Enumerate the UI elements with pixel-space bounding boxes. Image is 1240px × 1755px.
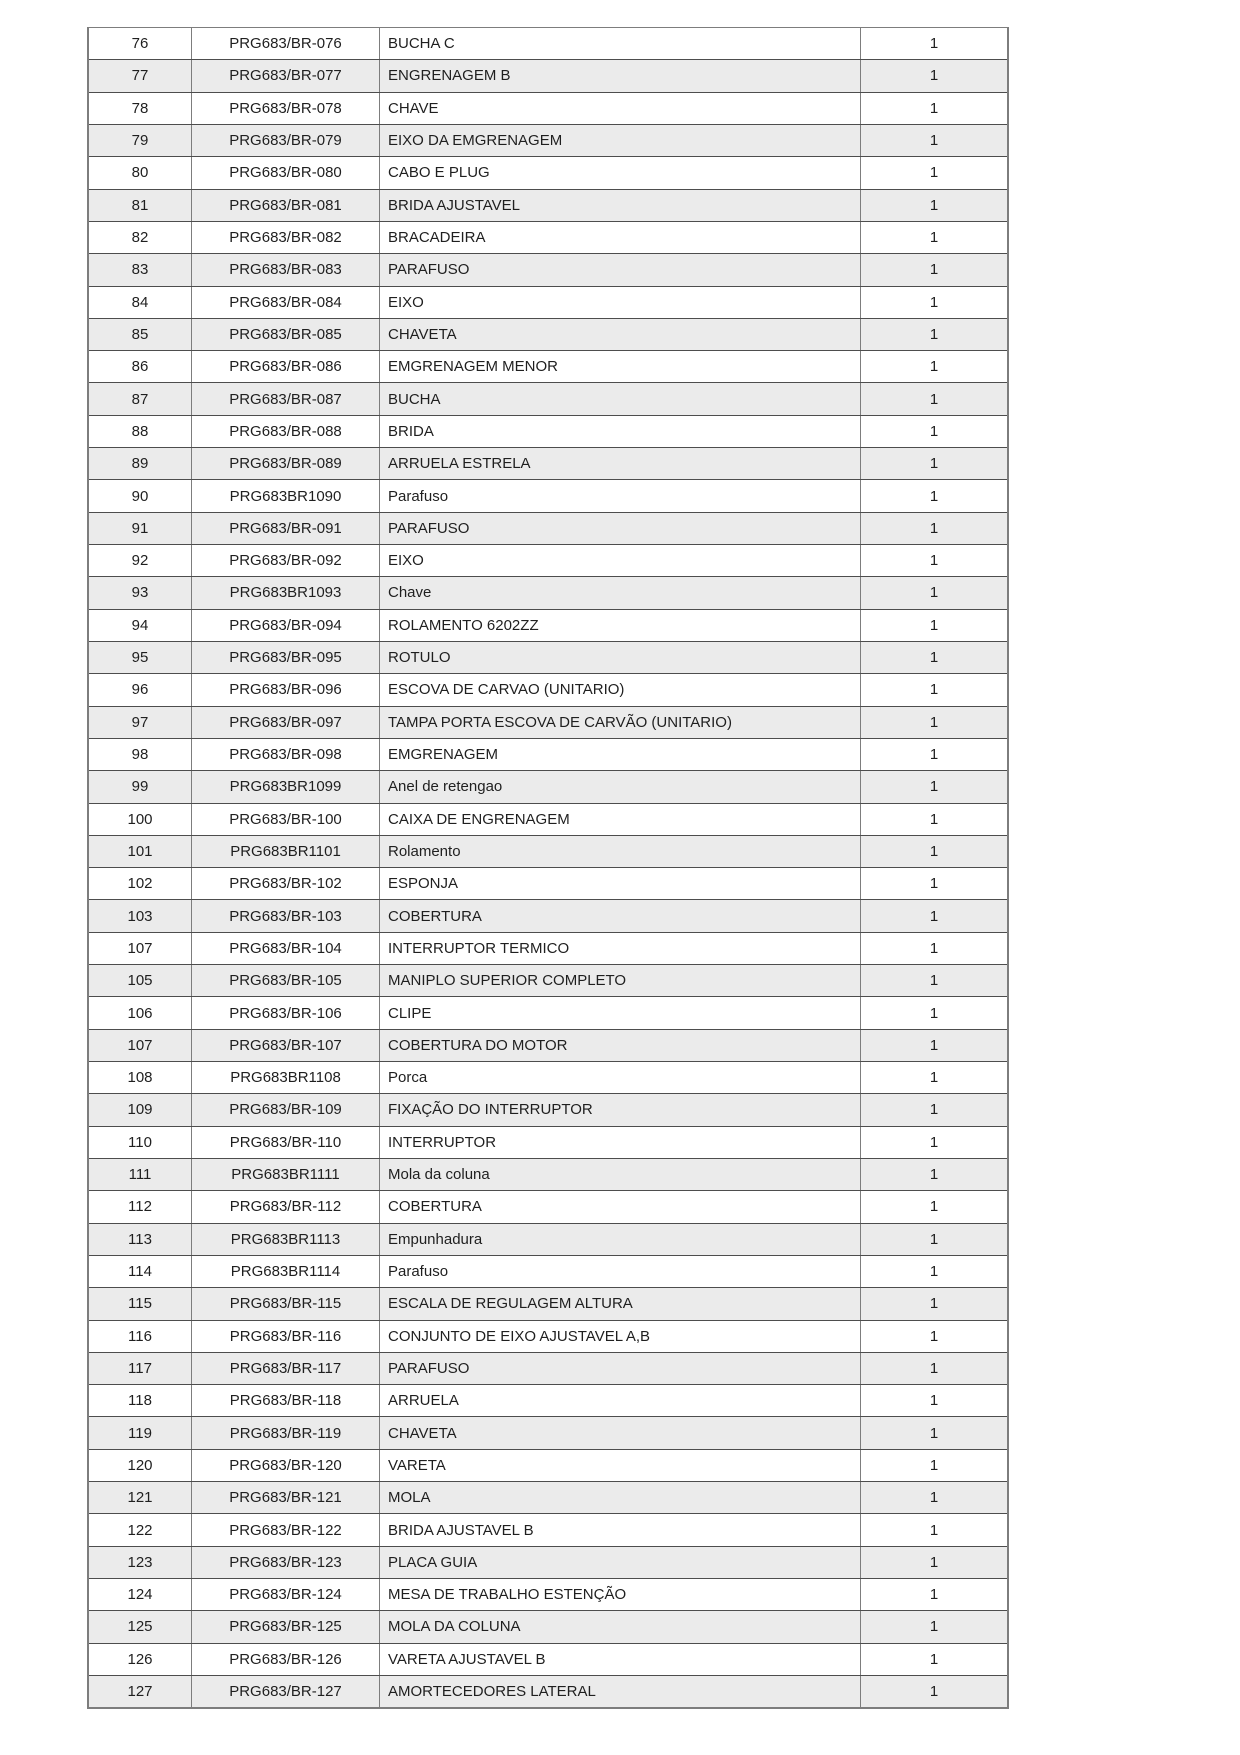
quantity-cell: 1 xyxy=(929,1618,939,1636)
quantity-cell: 1 xyxy=(929,1198,939,1216)
part-code-cell: PRG683/BR-121 xyxy=(192,1482,380,1513)
table-row xyxy=(89,351,1007,383)
item-number-cell: 87 xyxy=(89,383,192,414)
table-row xyxy=(89,836,1007,868)
description-cell: INTERRUPTOR TERMICO xyxy=(380,933,861,964)
table-row xyxy=(89,1579,1007,1611)
table-row xyxy=(89,287,1007,319)
quantity-cell: 1 xyxy=(929,1489,939,1507)
part-code-cell: PRG683/BR-102 xyxy=(192,868,380,899)
quantity-cell: 1 xyxy=(929,1166,939,1184)
description-cell: VARETA xyxy=(380,1450,861,1481)
item-number-cell: 113 xyxy=(89,1224,192,1255)
item-number-cell: 82 xyxy=(89,222,192,253)
quantity-cell: 1 xyxy=(929,1230,939,1248)
quantity-cell: 1 xyxy=(929,1327,939,1345)
quantity-cell: 1 xyxy=(929,552,939,570)
item-number-cell: 121 xyxy=(89,1482,192,1513)
table-row xyxy=(89,1127,1007,1159)
item-number-cell: 120 xyxy=(89,1450,192,1481)
table-row xyxy=(89,868,1007,900)
description-cell: PLACA GUIA xyxy=(380,1547,861,1578)
quantity-cell: 1 xyxy=(929,1069,939,1087)
table-row xyxy=(89,1094,1007,1126)
part-code-cell: PRG683/BR-095 xyxy=(192,642,380,673)
part-code-cell: PRG683/BR-122 xyxy=(192,1514,380,1545)
table-row xyxy=(89,222,1007,254)
item-number-cell: 81 xyxy=(89,190,192,221)
quantity-cell: 1 xyxy=(929,1101,939,1119)
item-number-cell: 112 xyxy=(89,1191,192,1222)
part-code-cell: PRG683/BR-126 xyxy=(192,1644,380,1675)
table-row xyxy=(89,1514,1007,1546)
item-number-cell: 105 xyxy=(89,965,192,996)
description-cell: ARRUELA ESTRELA xyxy=(380,448,861,479)
part-code-cell: PRG683/BR-118 xyxy=(192,1385,380,1416)
description-cell: ENGRENAGEM B xyxy=(380,60,861,91)
part-code-cell: PRG683BR1111 xyxy=(192,1159,380,1190)
quantity-cell: 1 xyxy=(929,487,939,505)
item-number-cell: 94 xyxy=(89,610,192,641)
table-row xyxy=(89,1676,1007,1707)
table-row xyxy=(89,1417,1007,1449)
description-cell: CAIXA DE ENGRENAGEM xyxy=(380,804,861,835)
table-row xyxy=(89,1547,1007,1579)
table-row xyxy=(89,900,1007,932)
item-number-cell: 97 xyxy=(89,707,192,738)
quantity-cell: 1 xyxy=(929,293,939,311)
part-code-cell: PRG683BR1113 xyxy=(192,1224,380,1255)
table-row xyxy=(89,1256,1007,1288)
quantity-cell: 1 xyxy=(929,229,939,247)
item-number-cell: 127 xyxy=(89,1676,192,1707)
part-code-cell: PRG683BR1099 xyxy=(192,771,380,802)
item-number-cell: 114 xyxy=(89,1256,192,1287)
item-number-cell: 107 xyxy=(89,1030,192,1061)
description-cell: COBERTURA xyxy=(380,1191,861,1222)
description-cell: MESA DE TRABALHO ESTENÇÃO xyxy=(380,1579,861,1610)
item-number-cell: 119 xyxy=(89,1417,192,1448)
description-cell: MOLA xyxy=(380,1482,861,1513)
quantity-cell: 1 xyxy=(929,746,939,764)
description-cell: VARETA AJUSTAVEL B xyxy=(380,1644,861,1675)
part-code-cell: PRG683/BR-086 xyxy=(192,351,380,382)
quantity-cell: 1 xyxy=(929,99,939,117)
part-code-cell: PRG683BR1101 xyxy=(192,836,380,867)
table-row xyxy=(89,1062,1007,1094)
item-number-cell: 88 xyxy=(89,416,192,447)
table-row xyxy=(89,933,1007,965)
quantity-cell: 1 xyxy=(929,164,939,182)
item-number-cell: 118 xyxy=(89,1385,192,1416)
description-cell: INTERRUPTOR xyxy=(380,1127,861,1158)
table-row xyxy=(89,1030,1007,1062)
description-cell: EMGRENAGEM MENOR xyxy=(380,351,861,382)
table-row xyxy=(89,254,1007,286)
description-cell: EIXO DA EMGRENAGEM xyxy=(380,125,861,156)
quantity-cell: 1 xyxy=(929,1295,939,1313)
part-code-cell: PRG683/BR-112 xyxy=(192,1191,380,1222)
description-cell: Porca xyxy=(380,1062,861,1093)
quantity-cell: 1 xyxy=(929,1359,939,1377)
part-code-cell: PRG683BR1108 xyxy=(192,1062,380,1093)
quantity-cell: 1 xyxy=(929,1586,939,1604)
description-cell: PARAFUSO xyxy=(380,513,861,544)
table-row xyxy=(89,804,1007,836)
item-number-cell: 115 xyxy=(89,1288,192,1319)
parts-table xyxy=(87,27,1009,1709)
quantity-cell: 1 xyxy=(929,842,939,860)
description-cell: MOLA DA COLUNA xyxy=(380,1611,861,1642)
description-cell: COBERTURA xyxy=(380,900,861,931)
description-cell: BRIDA AJUSTAVEL xyxy=(380,190,861,221)
description-cell: ROTULO xyxy=(380,642,861,673)
item-number-cell: 123 xyxy=(89,1547,192,1578)
quantity-cell: 1 xyxy=(929,681,939,699)
part-code-cell: PRG683/BR-109 xyxy=(192,1094,380,1125)
description-cell: EIXO xyxy=(380,287,861,318)
item-number-cell: 96 xyxy=(89,674,192,705)
description-cell: ROLAMENTO 6202ZZ xyxy=(380,610,861,641)
item-number-cell: 93 xyxy=(89,577,192,608)
item-number-cell: 84 xyxy=(89,287,192,318)
part-code-cell: PRG683/BR-084 xyxy=(192,287,380,318)
quantity-cell: 1 xyxy=(929,422,939,440)
item-number-cell: 106 xyxy=(89,997,192,1028)
item-number-cell: 108 xyxy=(89,1062,192,1093)
quantity-cell: 1 xyxy=(929,261,939,279)
part-code-cell: PRG683/BR-088 xyxy=(192,416,380,447)
part-code-cell: PRG683/BR-082 xyxy=(192,222,380,253)
quantity-cell: 1 xyxy=(929,713,939,731)
quantity-cell: 1 xyxy=(929,616,939,634)
quantity-cell: 1 xyxy=(929,584,939,602)
table-row xyxy=(89,739,1007,771)
table-row xyxy=(89,1611,1007,1643)
part-code-cell: PRG683/BR-078 xyxy=(192,93,380,124)
description-cell: AMORTECEDORES LATERAL xyxy=(380,1676,861,1707)
table-row xyxy=(89,642,1007,674)
part-code-cell: PRG683/BR-107 xyxy=(192,1030,380,1061)
table-row xyxy=(89,1288,1007,1320)
table-row xyxy=(89,545,1007,577)
part-code-cell: PRG683/BR-116 xyxy=(192,1321,380,1352)
quantity-cell: 1 xyxy=(929,1650,939,1668)
part-code-cell: PRG683/BR-092 xyxy=(192,545,380,576)
part-code-cell: PRG683/BR-127 xyxy=(192,1676,380,1707)
quantity-cell: 1 xyxy=(929,390,939,408)
part-code-cell: PRG683/BR-115 xyxy=(192,1288,380,1319)
part-code-cell: PRG683/BR-089 xyxy=(192,448,380,479)
table-row xyxy=(89,448,1007,480)
description-cell: BRACADEIRA xyxy=(380,222,861,253)
item-number-cell: 126 xyxy=(89,1644,192,1675)
description-cell: PARAFUSO xyxy=(380,254,861,285)
item-number-cell: 103 xyxy=(89,900,192,931)
part-code-cell: PRG683/BR-081 xyxy=(192,190,380,221)
table-row xyxy=(89,1224,1007,1256)
item-number-cell: 109 xyxy=(89,1094,192,1125)
quantity-cell: 1 xyxy=(929,778,939,796)
item-number-cell: 78 xyxy=(89,93,192,124)
part-code-cell: PRG683/BR-096 xyxy=(192,674,380,705)
item-number-cell: 95 xyxy=(89,642,192,673)
item-number-cell: 86 xyxy=(89,351,192,382)
description-cell: CHAVETA xyxy=(380,1417,861,1448)
quantity-cell: 1 xyxy=(929,1036,939,1054)
item-number-cell: 101 xyxy=(89,836,192,867)
item-number-cell: 117 xyxy=(89,1353,192,1384)
table-row xyxy=(89,707,1007,739)
table-row xyxy=(89,125,1007,157)
table-row xyxy=(89,93,1007,125)
description-cell: Anel de retengao xyxy=(380,771,861,802)
item-number-cell: 125 xyxy=(89,1611,192,1642)
table-row xyxy=(89,1159,1007,1191)
description-cell: BUCHA C xyxy=(380,28,861,59)
quantity-cell: 1 xyxy=(929,358,939,376)
quantity-cell: 1 xyxy=(929,907,939,925)
table-row xyxy=(89,1353,1007,1385)
table-row xyxy=(89,1644,1007,1676)
item-number-cell: 85 xyxy=(89,319,192,350)
description-cell: MANIPLO SUPERIOR COMPLETO xyxy=(380,965,861,996)
description-cell: BRIDA xyxy=(380,416,861,447)
table-row xyxy=(89,383,1007,415)
table-row xyxy=(89,674,1007,706)
table-row xyxy=(89,965,1007,997)
description-cell: Parafuso xyxy=(380,480,861,511)
description-cell: ESCOVA DE CARVAO (UNITARIO) xyxy=(380,674,861,705)
part-code-cell: PRG683/BR-080 xyxy=(192,157,380,188)
quantity-cell: 1 xyxy=(929,1553,939,1571)
description-cell: CLIPE xyxy=(380,997,861,1028)
description-cell: EIXO xyxy=(380,545,861,576)
table-row xyxy=(89,577,1007,609)
quantity-cell: 1 xyxy=(929,939,939,957)
description-cell: BRIDA AJUSTAVEL B xyxy=(380,1514,861,1545)
table-row xyxy=(89,513,1007,545)
item-number-cell: 79 xyxy=(89,125,192,156)
quantity-cell: 1 xyxy=(929,325,939,343)
item-number-cell: 99 xyxy=(89,771,192,802)
item-number-cell: 98 xyxy=(89,739,192,770)
part-code-cell: PRG683/BR-103 xyxy=(192,900,380,931)
item-number-cell: 102 xyxy=(89,868,192,899)
description-cell: TAMPA PORTA ESCOVA DE CARVÃO (UNITARIO) xyxy=(380,707,861,738)
item-number-cell: 122 xyxy=(89,1514,192,1545)
part-code-cell: PRG683/BR-077 xyxy=(192,60,380,91)
item-number-cell: 100 xyxy=(89,804,192,835)
quantity-cell: 1 xyxy=(929,132,939,150)
description-cell: FIXAÇÃO DO INTERRUPTOR xyxy=(380,1094,861,1125)
quantity-cell: 1 xyxy=(929,875,939,893)
table-row xyxy=(89,28,1007,60)
part-code-cell: PRG683/BR-124 xyxy=(192,1579,380,1610)
quantity-cell: 1 xyxy=(929,1263,939,1281)
table-row xyxy=(89,416,1007,448)
item-number-cell: 110 xyxy=(89,1127,192,1158)
item-number-cell: 90 xyxy=(89,480,192,511)
description-cell: COBERTURA DO MOTOR xyxy=(380,1030,861,1061)
quantity-cell: 1 xyxy=(929,972,939,990)
table-row xyxy=(89,480,1007,512)
item-number-cell: 83 xyxy=(89,254,192,285)
part-code-cell: PRG683BR1090 xyxy=(192,480,380,511)
part-code-cell: PRG683/BR-079 xyxy=(192,125,380,156)
item-number-cell: 91 xyxy=(89,513,192,544)
table-row xyxy=(89,610,1007,642)
item-number-cell: 107 xyxy=(89,933,192,964)
description-cell: Empunhadura xyxy=(380,1224,861,1255)
quantity-cell: 1 xyxy=(929,519,939,537)
table-row xyxy=(89,1385,1007,1417)
table-row xyxy=(89,997,1007,1029)
description-cell: EMGRENAGEM xyxy=(380,739,861,770)
description-cell: PARAFUSO xyxy=(380,1353,861,1384)
part-code-cell: PRG683/BR-125 xyxy=(192,1611,380,1642)
table-row xyxy=(89,1450,1007,1482)
description-cell: CHAVETA xyxy=(380,319,861,350)
quantity-cell: 1 xyxy=(929,1133,939,1151)
description-cell: CONJUNTO DE EIXO AJUSTAVEL A,B xyxy=(380,1321,861,1352)
description-cell: Mola da coluna xyxy=(380,1159,861,1190)
description-cell: Parafuso xyxy=(380,1256,861,1287)
part-code-cell: PRG683/BR-110 xyxy=(192,1127,380,1158)
table-row xyxy=(89,1191,1007,1223)
quantity-cell: 1 xyxy=(929,649,939,667)
part-code-cell: PRG683/BR-098 xyxy=(192,739,380,770)
part-code-cell: PRG683/BR-083 xyxy=(192,254,380,285)
description-cell: CABO E PLUG xyxy=(380,157,861,188)
item-number-cell: 76 xyxy=(89,28,192,59)
part-code-cell: PRG683/BR-105 xyxy=(192,965,380,996)
description-cell: ESCALA DE REGULAGEM ALTURA xyxy=(380,1288,861,1319)
item-number-cell: 77 xyxy=(89,60,192,91)
description-cell: ESPONJA xyxy=(380,868,861,899)
quantity-cell: 1 xyxy=(929,67,939,85)
item-number-cell: 92 xyxy=(89,545,192,576)
description-cell: CHAVE xyxy=(380,93,861,124)
part-code-cell: PRG683/BR-123 xyxy=(192,1547,380,1578)
part-code-cell: PRG683/BR-076 xyxy=(192,28,380,59)
part-code-cell: PRG683/BR-117 xyxy=(192,1353,380,1384)
quantity-cell: 1 xyxy=(929,35,939,53)
table-row xyxy=(89,319,1007,351)
part-code-cell: PRG683/BR-100 xyxy=(192,804,380,835)
quantity-cell: 1 xyxy=(929,1683,939,1701)
part-code-cell: PRG683/BR-119 xyxy=(192,1417,380,1448)
quantity-cell: 1 xyxy=(929,1521,939,1539)
part-code-cell: PRG683/BR-106 xyxy=(192,997,380,1028)
description-cell: Chave xyxy=(380,577,861,608)
item-number-cell: 89 xyxy=(89,448,192,479)
part-code-cell: PRG683BR1093 xyxy=(192,577,380,608)
quantity-cell: 1 xyxy=(929,196,939,214)
table-row xyxy=(89,1482,1007,1514)
description-cell: ARRUELA xyxy=(380,1385,861,1416)
quantity-cell: 1 xyxy=(929,1004,939,1022)
part-code-cell: PRG683/BR-085 xyxy=(192,319,380,350)
item-number-cell: 80 xyxy=(89,157,192,188)
table-row xyxy=(89,157,1007,189)
part-code-cell: PRG683BR1114 xyxy=(192,1256,380,1287)
part-code-cell: PRG683/BR-120 xyxy=(192,1450,380,1481)
part-code-cell: PRG683/BR-097 xyxy=(192,707,380,738)
table-row xyxy=(89,190,1007,222)
item-number-cell: 116 xyxy=(89,1321,192,1352)
part-code-cell: PRG683/BR-091 xyxy=(192,513,380,544)
quantity-cell: 1 xyxy=(929,455,939,473)
description-cell: BUCHA xyxy=(380,383,861,414)
part-code-cell: PRG683/BR-104 xyxy=(192,933,380,964)
table-row xyxy=(89,771,1007,803)
part-code-cell: PRG683/BR-094 xyxy=(192,610,380,641)
item-number-cell: 124 xyxy=(89,1579,192,1610)
table-row xyxy=(89,1321,1007,1353)
quantity-cell: 1 xyxy=(929,810,939,828)
table-row xyxy=(89,60,1007,92)
quantity-cell: 1 xyxy=(929,1392,939,1410)
description-cell: Rolamento xyxy=(380,836,861,867)
quantity-cell: 1 xyxy=(929,1456,939,1474)
item-number-cell: 111 xyxy=(89,1159,192,1190)
part-code-cell: PRG683/BR-087 xyxy=(192,383,380,414)
quantity-cell: 1 xyxy=(929,1424,939,1442)
